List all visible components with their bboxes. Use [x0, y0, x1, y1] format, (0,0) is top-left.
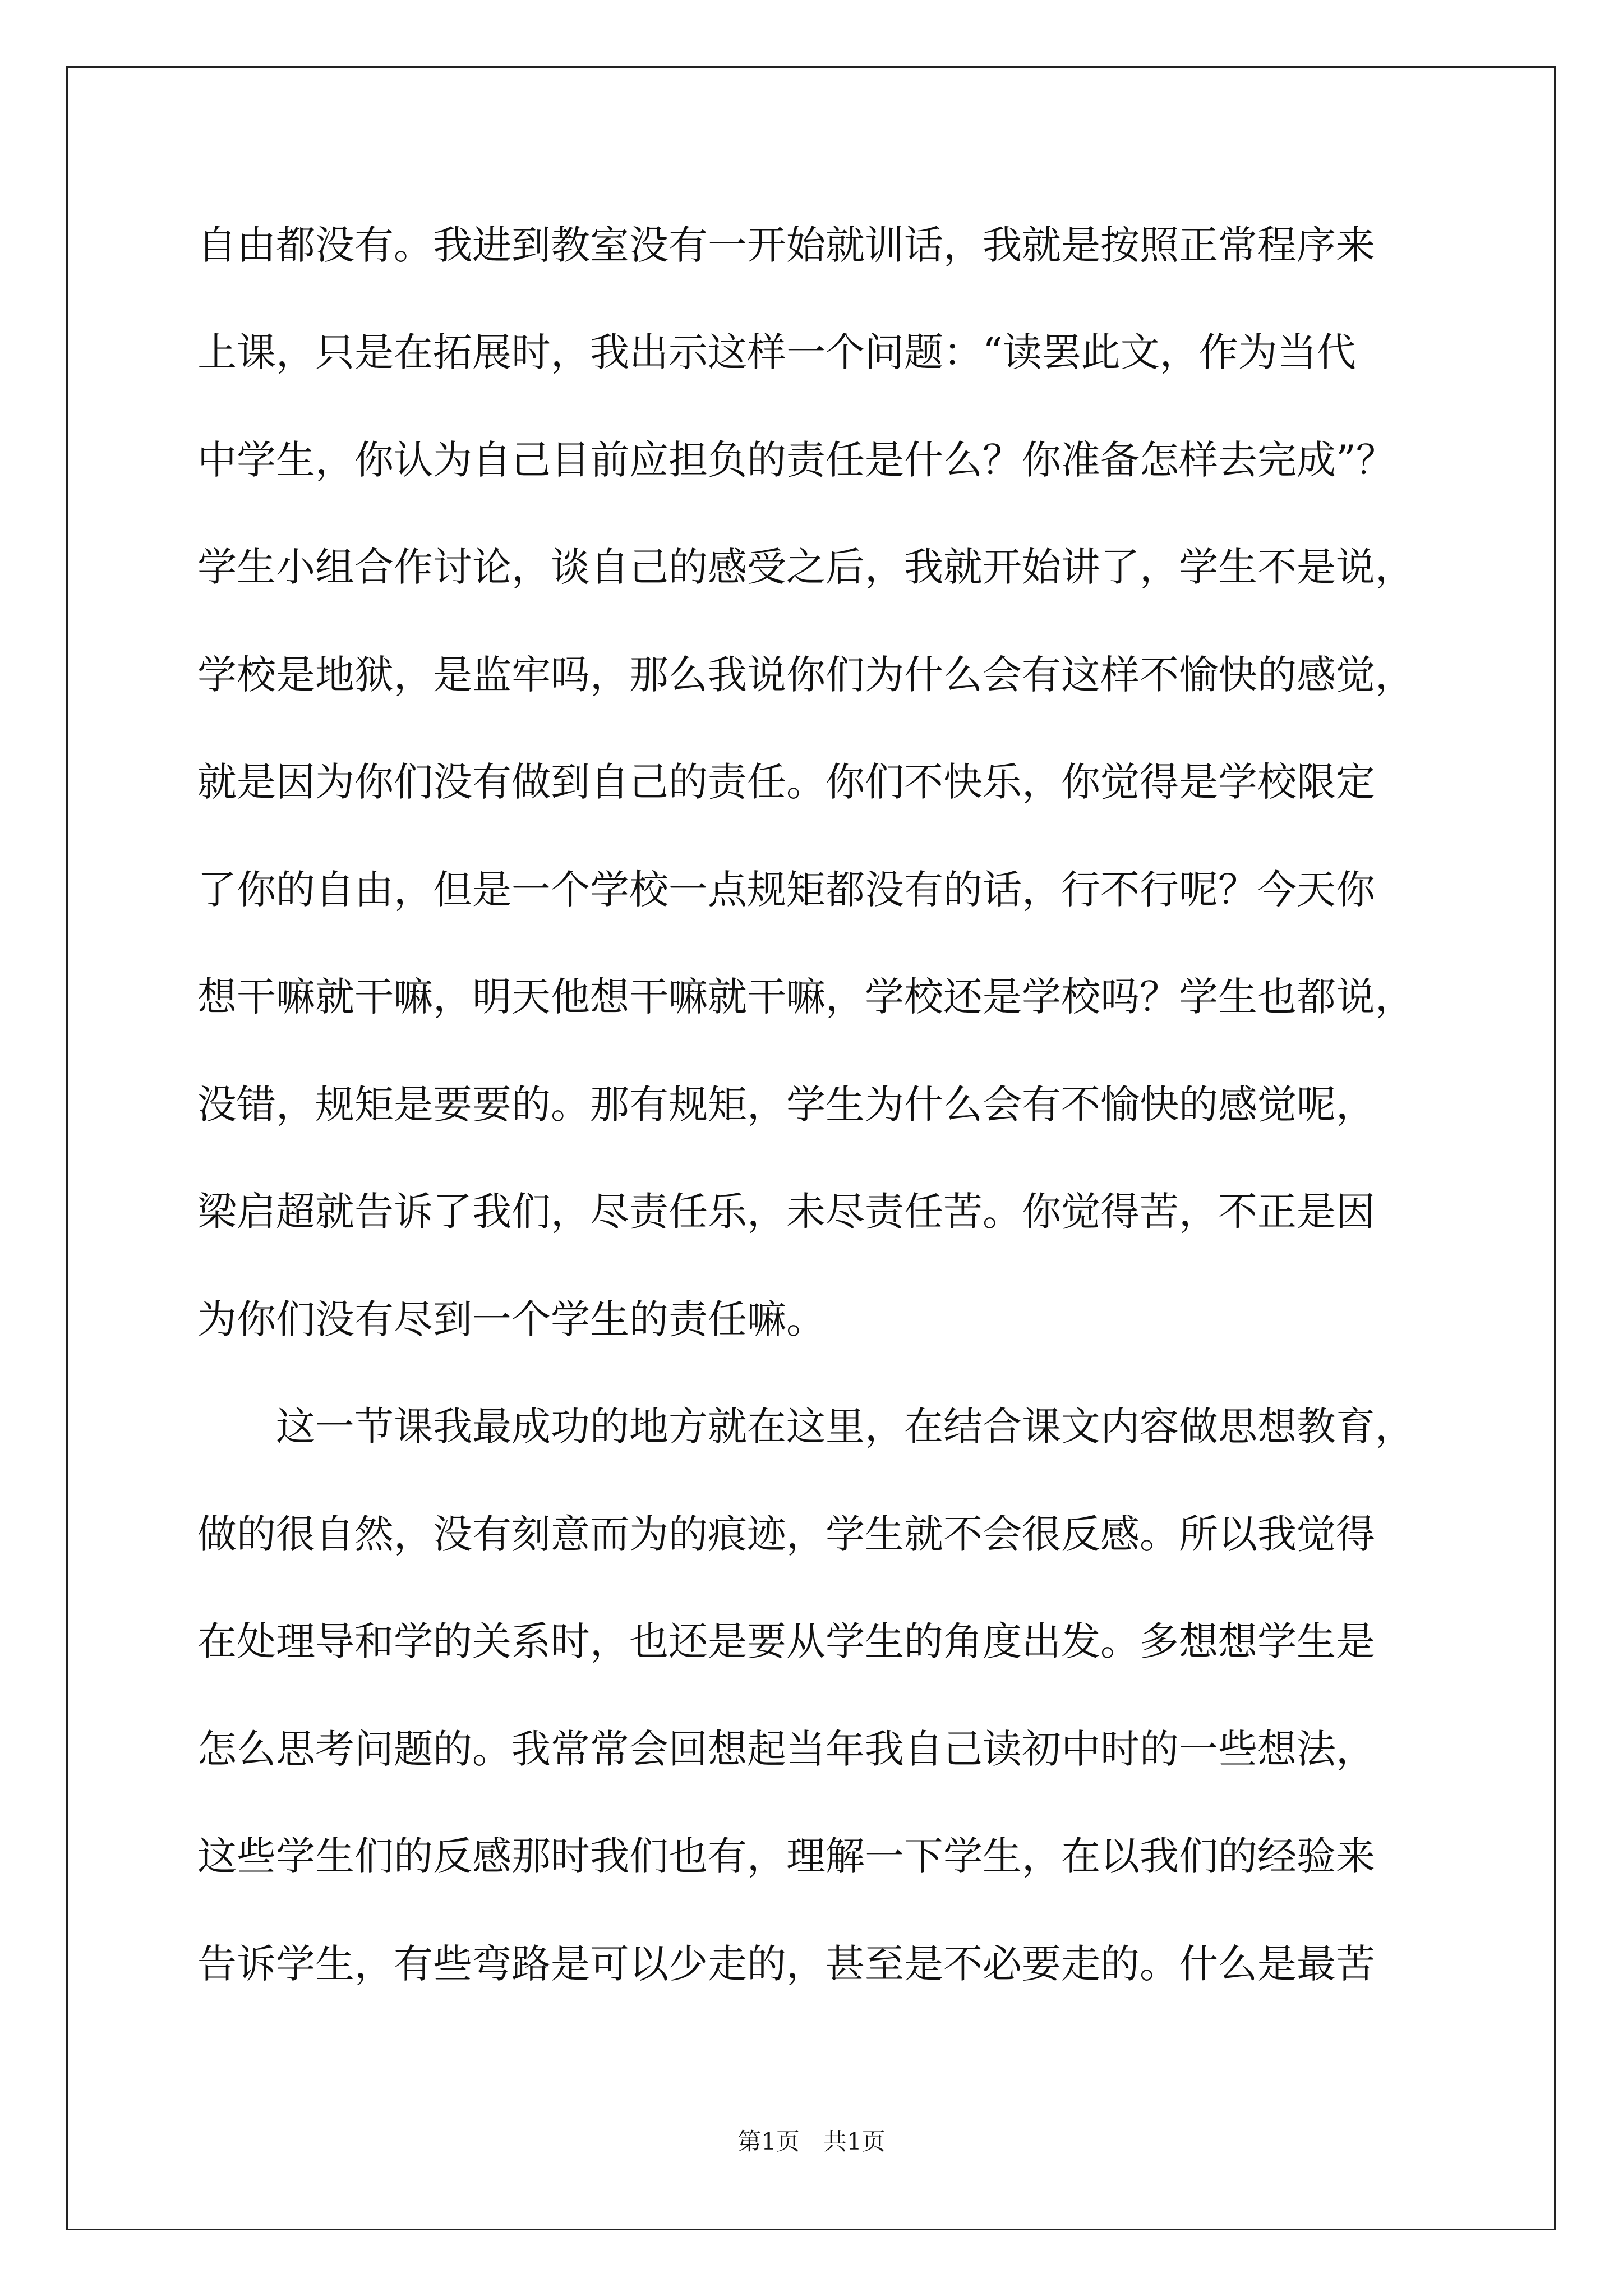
text-line: 梁启超就告诉了我们，尽责任乐，未尽责任苦。你觉得苦，不正是因 [197, 1189, 1375, 1235]
text-line: 自由都没有。我进到教室没有一开始就训话，我就是按照正常程序来 [197, 222, 1375, 268]
text-line: 做的很自然，没有刻意而为的痕迹，学生就不会很反感。所以我觉得 [197, 1511, 1375, 1557]
text-line: 这些学生们的反感那时我们也有，理解一下学生，在以我们的经验来 [197, 1833, 1375, 1879]
text-line: 这一节课我最成功的地方就在这里，在结合课文内容做思想教育， [197, 1404, 1414, 1450]
text-line: 怎么思考问题的。我常常会回想起当年我自己读初中时的一些想法， [197, 1726, 1375, 1772]
text-line: 学生小组合作讨论，谈自己的感受之后，我就开始讲了，学生不是说， [197, 544, 1414, 590]
text-line: 告诉学生，有些弯路是可以少走的，甚至是不必要走的。什么是最苦 [197, 1941, 1375, 1987]
text-line: 学校是地狱，是监牢吗，那么我说你们为什么会有这样不愉快的感觉， [197, 652, 1414, 698]
text-line: 了你的自由，但是一个学校一点规矩都没有的话，行不行呢？今天你 [197, 867, 1375, 913]
text-line: 想干嘛就干嘛，明天他想干嘛就干嘛，学校还是学校吗？学生也都说， [197, 974, 1414, 1020]
text-line: 在处理导和学的关系时，也还是要从学生的角度出发。多想想学生是 [197, 1618, 1375, 1664]
text-line: 为你们没有尽到一个学生的责任嘛。 [197, 1296, 826, 1342]
page-number-footer: 第1页 共1页 [737, 2128, 886, 2155]
text-line: 中学生，你认为自己目前应担负的责任是什么？你准备怎样去完成”？ [197, 437, 1395, 483]
text-line: 没错，规矩是要要的。那有规矩，学生为什么会有不愉快的感觉呢， [197, 1082, 1375, 1128]
text-line: 就是因为你们没有做到自己的责任。你们不快乐，你觉得是学校限定 [197, 759, 1375, 805]
page-border [66, 66, 1556, 2230]
text-line: 上课，只是在拓展时，我出示这样一个问题：“读罢此文，作为当代 [197, 329, 1356, 375]
